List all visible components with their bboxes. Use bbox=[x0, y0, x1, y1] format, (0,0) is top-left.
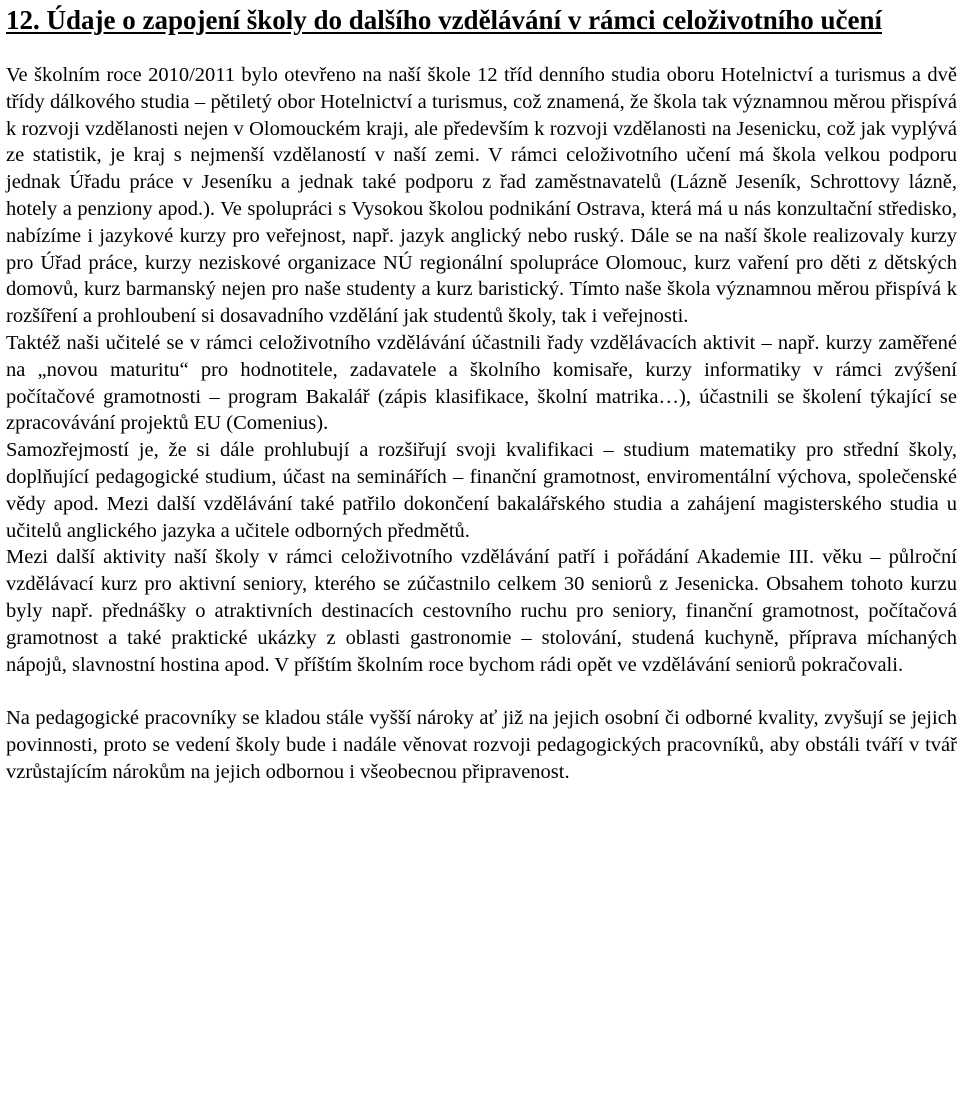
paragraph-qualification: Samozřejmostí je, že si dále prohlubují a rozšiřují svoji kvalifikaci – studium matematiky pro střední školy, doplňující pedagogické studium, účast na seminářích – finanční gramotnost, enviromentální výchova, společenské vědy apod. Mezi další vzdělávání také patřilo dokončení bakalářského studia a zahájení magisterského studia u učitelů anglického jazyka a učitele odborných předmětů. bbox=[6, 439, 957, 542]
paragraph-school-year: Ve školním roce 2010/2011 bylo otevřeno na naší škole 12 tříd denního studia oboru Hotelnictví a turismus a dvě třídy dálkového studia – pětiletý obor Hotelnictví a turismus, což znamená, že škola tak významnou měrou přispívá k rozvoji vzdělanosti nejen v Olomouckém kraji, ale především k rozvoji vzdělanosti na Jesenicku, což jak vyplývá ze statistik, je kraj s nejmenší vzdělaností v naší zemi. V rámci celoživotního učení má škola velkou podporu jednak Úřadu práce v Jeseníku a jednak také podporu z řad zaměstnavatelů (Lázně Jeseník, Schrottovy lázně, hotely a penziony apod.). Ve spolupráci s Vysokou školou podnikání Ostrava, která má u nás konzultační středisko, nabízíme i jazykové kurzy pro veřejnost, např. jazyk anglický nebo ruský. Dále se na naší škole realizovaly kurzy pro Úřad práce, kurzy neziskové organizace NÚ regionální spolupráce Olomouc, kurz vaření pro děti z dětských domovů, kurz barmanský nejen pro naše studenty a kurz baristický. Tímto naše škola významnou měrou přispívá k rozšíření a prohloubení si dosavadního vzdělání jak studentů školy, tak i veřejnosti. bbox=[6, 64, 957, 328]
paragraph-teacher-training: Taktéž naši učitelé se v rámci celoživotního vzdělávání účastnili řady vzdělávacích aktivit – např. kurzy zaměřené na „novou maturitu“ pro hodnotitele, zadavatele a školního komisaře, kurzy informatiky v rámci zvýšení počítačové gramotnosti – program Bakalář (zápis klasifikace, školní matrika…), účastnili se školení týkající se zpracovávání projektů EU (Comenius). bbox=[6, 331, 957, 435]
paragraph-spacer bbox=[6, 678, 957, 705]
paragraph-senior-academy: Mezi další aktivity naší školy v rámci celoživotního vzdělávání patří i pořádání Akademie III. věku – půlroční vzdělávací kurz pro aktivní seniory, kterého se zúčastnilo celkem 30 seniorů z Jesenicka. Obsahem tohoto kurzu byly např. přednášky o atraktivních destinacích cestovního ruchu pro seniory, finanční gramotnost, počítačová gramotnost a také praktické ukázky z oblasti gastronomie – stolování, studená kuchyně, příprava míchaných nápojů, slavnostní hostina apod. V příštím školním roce bychom rádi opět ve vzdělávání seniorů pokračovali. bbox=[6, 546, 957, 676]
section-heading: 12. Údaje o zapojení školy do dalšího vzdělávání v rámci celoživotního učení bbox=[6, 5, 883, 35]
paragraph-conclusion: Na pedagogické pracovníky se kladou stále vyšší nároky ať již na jejich osobní či odborné kvality, zvyšují se jejich povinnosti, proto se vedení školy bude i nadále věnovat rozvoji pedagogických pracovníků, aby obstáli tváří v tvář vzrůstajícím nárokům na jejich odbornou i všeobecnou připravenost. bbox=[6, 707, 957, 783]
